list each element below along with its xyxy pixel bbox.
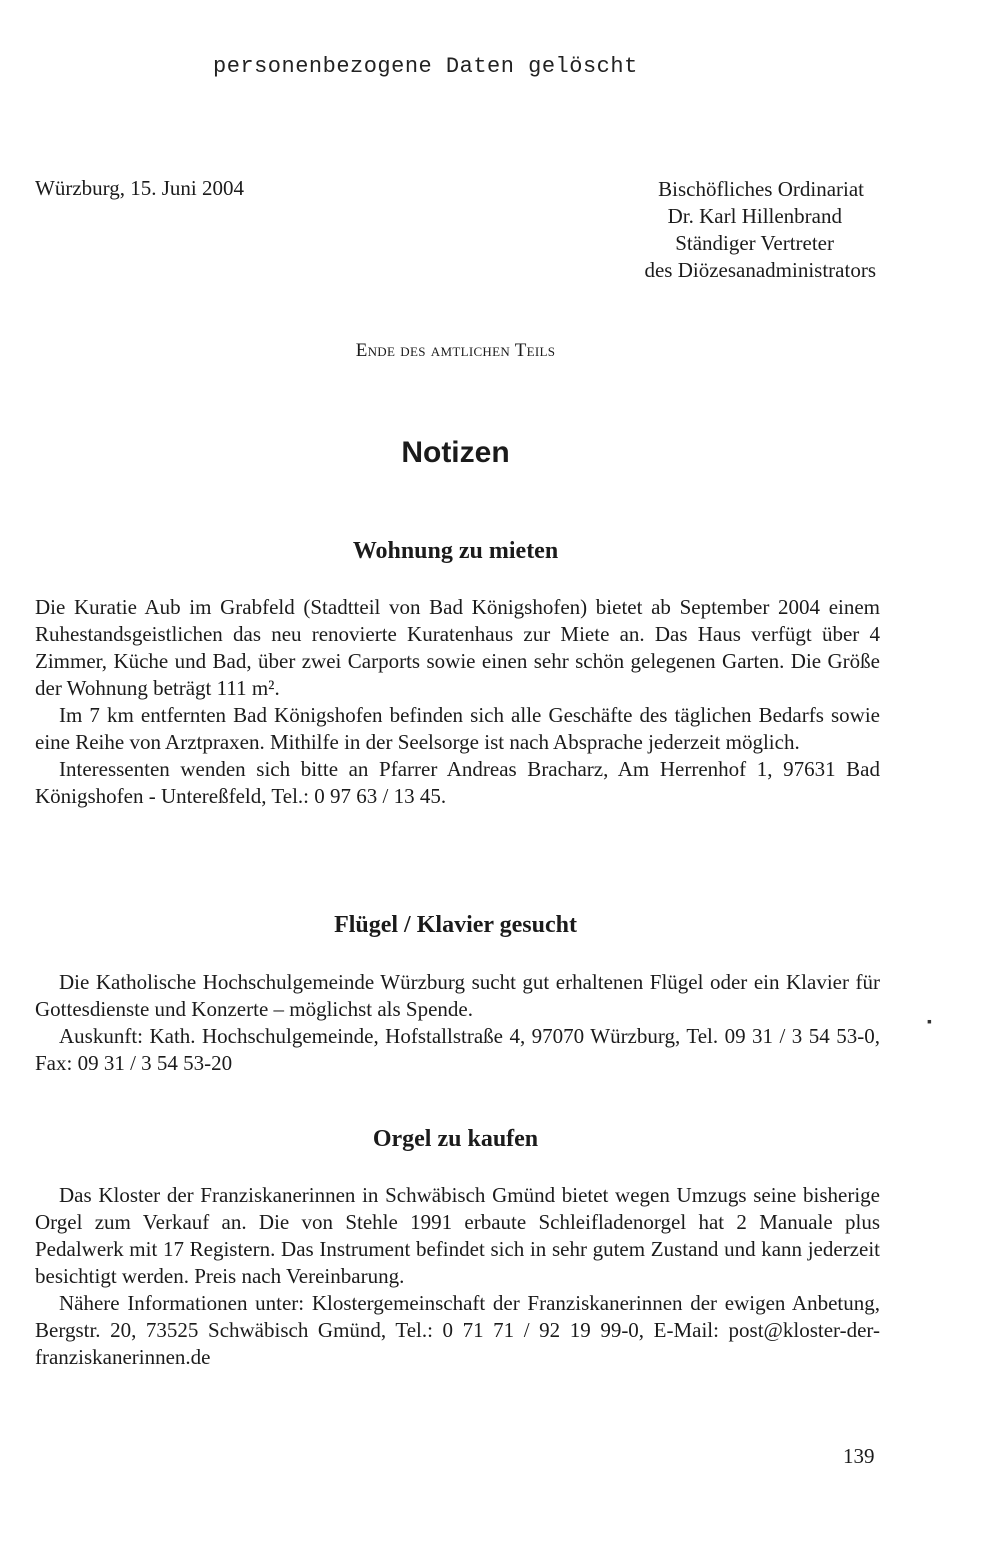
paragraph: Auskunft: Kath. Hochschulgemeinde, Hofstallstraße 4, 97070 Würzburg, Tel. 09 31 / 3 54 53-0, Fax: 09 31 / 3 54 53-20 (35, 1024, 880, 1075)
signature-line: Ständiger Vertreter (675, 231, 834, 255)
section-body (35, 1182, 880, 1371)
signature-line: Bischöfliches Ordinariat (658, 177, 864, 201)
paragraph: Interessenten wenden sich bitte an Pfarrer Andreas Bracharz, Am Herrenhof 1, 97631 Bad Königshofen - Untereßfeld, Tel.: 0 97 63 / 13 45. (35, 757, 880, 808)
paragraph: Nähere Informationen unter: Klostergemeinschaft der Franziskanerinnen der ewigen Anbetung, Bergstr. 20, 73525 Schwäbisch Gmünd, Tel.: 0 71 71 / 92 19 99-0, E-Mail: post@kloster-der-franziskanerinnen.de (35, 1291, 880, 1369)
paragraph: Das Kloster der Franziskanerinnen in Schwäbisch Gmünd bietet wegen Umzugs seine bisherige Orgel zum Verkauf an. Die von Stehle 1991 erbaute Schleifladenorgel hat 2 Manuale plus Pedalwerk mit 17 Registern. Das Instrument befindet sich in sehr gutem Zustand und kann jederzeit besichtigt werden. Preis nach Vereinbarung. (35, 1183, 880, 1288)
stray-mark: ▪ (927, 1015, 932, 1030)
place-date: Würzburg, 15. Juni 2004 (35, 176, 245, 200)
paragraph: Die Katholische Hochschulgemeinde Würzburg sucht gut erhaltenen Flügel oder ein Klavier für Gottesdienste und Konzerte – möglichst als Spende. (35, 970, 880, 1021)
section-title: Flügel / Klavier gesucht (334, 912, 577, 938)
section-title: Wohnung zu mieten (352, 538, 559, 564)
notes-title: Notizen (401, 436, 510, 469)
paragraph: Die Kuratie Aub im Grabfeld (Stadtteil von Bad Königshofen) bietet ab September 2004 einem Ruhestandsgeistlichen das neu renovierte Kuratenhaus zur Miete an. Das Haus verfügt über 4 Zimmer, Küche und Bad, über zwei Carports sowie einen sehr schön gelegenen Garten. Die Größe der Wohnung beträgt 111 m². (35, 595, 880, 700)
signature-line: des Diözesanadministrators (644, 258, 876, 282)
signature-line: Dr. Karl Hillenbrand (667, 204, 842, 228)
signature-block (546, 176, 876, 284)
section-body (35, 969, 880, 1077)
end-official-part: Ende des amtlichen Teils (355, 340, 556, 361)
section-body (35, 594, 880, 810)
paragraph: Im 7 km entfernten Bad Königshofen befinden sich alle Geschäfte des täglichen Bedarfs sowie eine Reihe von Arztpraxen. Mithilfe in der Seelsorge ist nach Absprache jederzeit möglich. (35, 703, 880, 754)
section-title: Orgel zu kaufen (372, 1126, 539, 1152)
redaction-stamp: personenbezogene Daten gelöscht (213, 54, 638, 79)
page-number: 139 (843, 1444, 875, 1468)
